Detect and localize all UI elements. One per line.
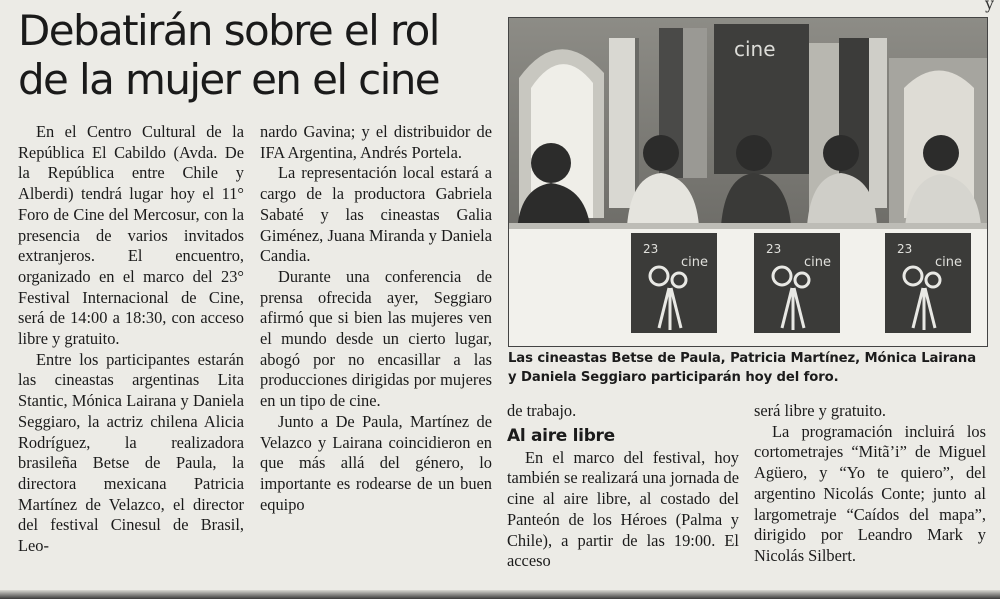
headline (18, 6, 498, 104)
article-column-1 (18, 122, 244, 557)
poster-word: cine (804, 255, 831, 270)
photo-illustration (509, 18, 987, 346)
next-article-edge (0, 590, 1000, 599)
poster-number: 23 (897, 242, 913, 256)
article-column-4 (754, 401, 986, 567)
poster-number: 23 (643, 242, 659, 256)
page-edge-mark: y (984, 0, 994, 13)
festival-posters (631, 233, 971, 333)
paragraph: de trabajo. (507, 401, 577, 420)
paragraph: Junto a De Paula, Martínez de Velazco y Lairana coincidieron en que más allá del género, lo importante es rodearse de un buen equipo (260, 411, 492, 514)
subheading: Al aire libre (507, 425, 615, 446)
paragraph: nardo Gavina; y el distribuidor de IFA Argentina, Andrés Portela. (260, 122, 492, 162)
paragraph: Entre los participantes estarán las cineastas argentinas Lita Stantic, Mónica Lairana y Daniela Seggiaro, la actriz chilena Alicia Rodríguez, la realizadora brasileña Betse de Paula, la directora mexicana Patricia Martínez de Velazco, el director del festival Cinesul de Brasil, Leo- (18, 349, 244, 556)
poster-word: cine (681, 255, 708, 270)
press-conference-photo (508, 17, 988, 347)
paragraph: será libre y gratuito. (754, 401, 886, 420)
poster-number: 23 (766, 242, 782, 256)
poster-word: cine (935, 255, 962, 270)
banner-word: cine (734, 37, 776, 61)
paragraph: En el Centro Cultural de la República El Cabildo (Avda. De la República entre Chile y Alberdi) tendrá lugar hoy el 11° Foro de Cine del Mercosur, con la presencia de varios invitados extranjeros. El encuentro, organizado en el marco del 23° Festival Internacional de Cine, será de 14:00 a 18:30, con acceso libre y gratuito. (18, 122, 244, 349)
headline-line-2: de la mujer en el cine (18, 55, 439, 104)
paragraph: En el marco del festival, hoy también se realizará una jornada de cine al aire libre, al costado del Panteón de los Héroes (Palma y Chile), a partir de las 19:00. El acceso (507, 447, 739, 571)
photo-caption: Las cineastas Betse de Paula, Patricia Martínez, Mónica Lairana y Daniela Seggiaro participarán hoy del foro. (508, 351, 977, 385)
article-column-2 (260, 122, 492, 515)
headline-line-1: Debatirán sobre el rol (18, 6, 439, 55)
article-column-3 (507, 401, 739, 572)
paragraph: Durante una conferencia de prensa ofrecida ayer, Seggiaro afirmó que si bien las mujeres ven el mundo desde un cierto lugar, abogó por no encasillar a las producciones dirigidas por mujeres en un tipo de cine. (260, 266, 492, 411)
paragraph: La programación incluirá los cortometrajes “Mitã’i” de Miguel Agüero, y “Yo te quiero”, del argentino Nicolás Conte; junto al largometraje “Caídos del mapa”, dirigido por Leandro Mark y Nicolás Silbert. (754, 421, 986, 565)
paragraph: La representación local estará a cargo de la productora Gabriela Sabaté y las cineastas Galia Giménez, Juana Miranda y Daniela Candia. (260, 163, 492, 266)
